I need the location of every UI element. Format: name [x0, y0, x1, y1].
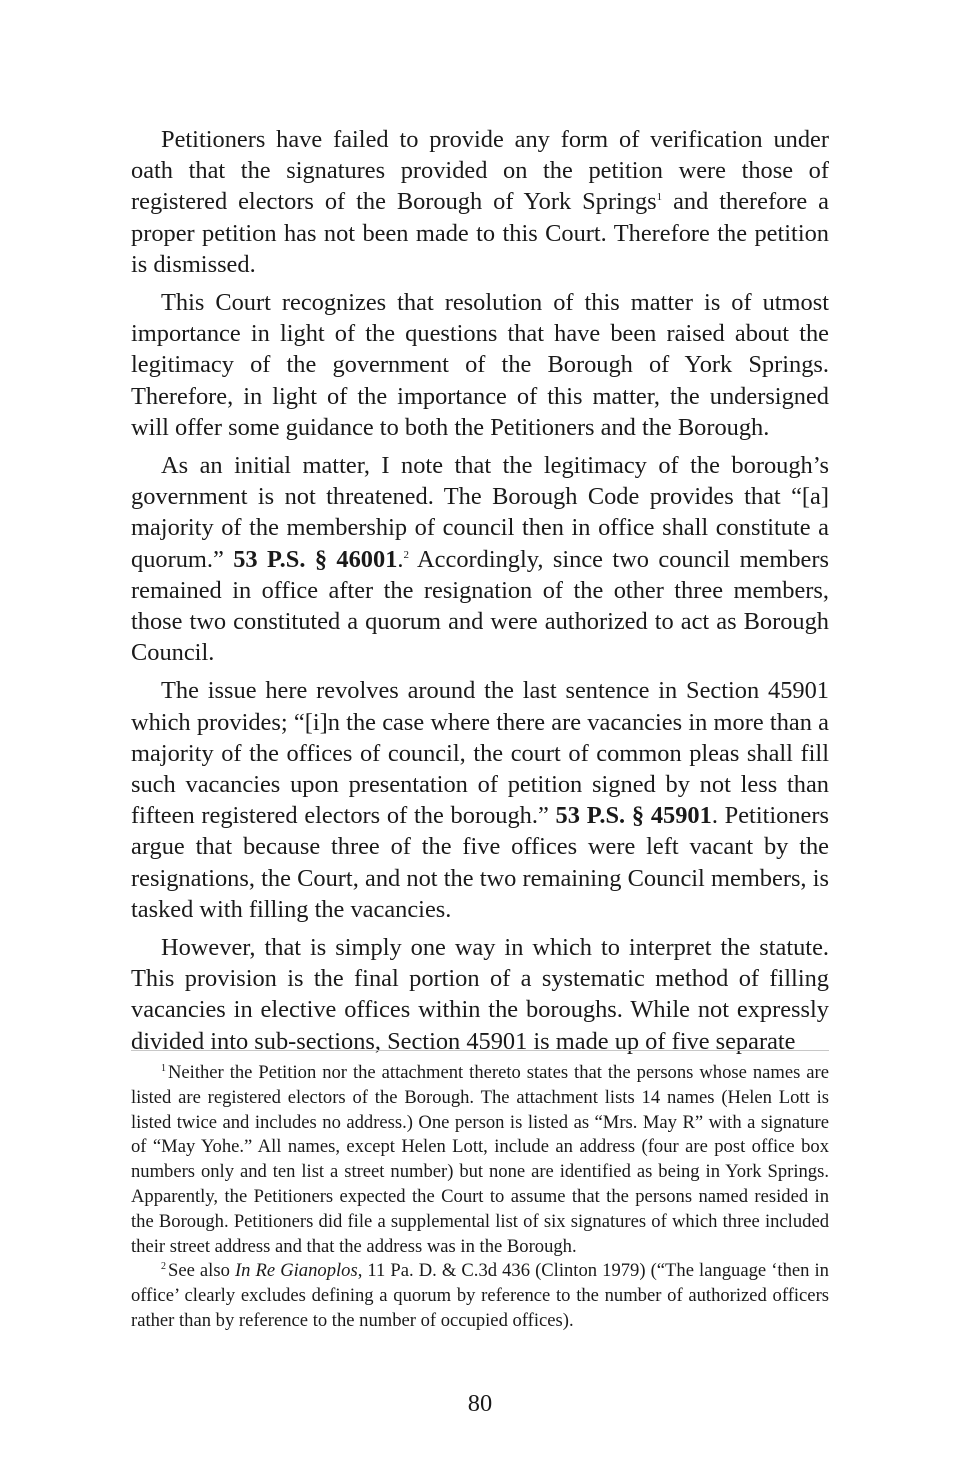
case-name: In Re Gianoplos: [234, 1260, 358, 1282]
paragraph-1-text-b: and therefore a proper petition has not been made to this Court. Therefore the petition is dismissed.: [131, 188, 829, 278]
footnote-1-mark: 1: [161, 1063, 166, 1074]
footnote-1-text: Neither the Petition nor the attachment thereto states that the persons whose names are listed are registered electors of the Borough. The attachment lists 14 names (Helen Lott is listed twice and includes no address.) One person is listed as “Mrs. May R” with a signature of “May Yohe.” All names, except Helen Lott, include an address (four are post office box numbers only and ten list a street number) but none are identified as being in York Springs. Apparently, the Petitioners expected the Court to assume that the persons named resided in the Borough. Petitioners did file a supplemental list of six signatures of which three included their street address and that the address was in the Borough.: [131, 1062, 829, 1257]
footnote-ref-2[interactable]: 2: [403, 548, 409, 561]
main-text: [131, 124, 829, 1064]
paragraph-3-period: .: [397, 545, 404, 573]
paragraph-3-text-b: Accordingly, since two council members remained in office after the resignation of the other three members, those two constituted a quorum and were authorized to act as Borough Council.: [131, 545, 829, 667]
paragraph-5: However, that is simply one way in which to interpret the statute. This provision is the final portion of a systematic method of filling vacancies in elective offices within the boroughs. While not expressly divided into sub-sections, Section 45901 is made up of five separate: [131, 934, 829, 1055]
paragraph-3: [131, 450, 829, 668]
footnotes: [131, 1061, 829, 1334]
footnote-ref-1[interactable]: 1: [656, 191, 663, 204]
footnote-1: [131, 1061, 829, 1259]
footnote-divider: [131, 1050, 829, 1051]
paragraph-1: [131, 124, 829, 280]
statute-citation-45901: 53 P.S. § 45901: [555, 802, 712, 830]
paragraph-4: [131, 675, 829, 925]
paragraph-3-text-a: As an initial matter, I note that the legitimacy of the borough’s government is not threatened. The Borough Code provides that “[a] majority of the membership of council then in office shall constitute a quorum.”: [131, 452, 829, 573]
paragraph-2: This Court recognizes that resolution of this matter is of utmost importance in light of the questions that have been raised about the legitimacy of the government of the Borough of York Springs. Therefore, in light of the importance of this matter, the undersigned will offer some guidance to both the Petitioners and the Borough.: [131, 289, 829, 441]
statute-citation-46001: 53 P.S. § 46001: [233, 545, 398, 573]
paragraph-4-text-b: . Petitioners argue that because three of the five offices were left vacant by the resignations, the Court, and not the two remaining Council members, is tasked with filling the vacancies.: [131, 802, 829, 923]
page-number: 80: [467, 1390, 493, 1417]
footnote-2: [131, 1259, 829, 1333]
footnote-2-lead: See also: [168, 1260, 235, 1282]
footnote-2-mark: 2: [161, 1261, 166, 1273]
paragraph-4-text-a: The issue here revolves around the last sentence in Section 45901 which provides; “[i]n the case where there are vacancies in more than a majority of the offices of council, the court of common pleas shall fill such vacancies upon presentation of petition signed by not less than fifteen registered electors of the borough.”: [131, 677, 829, 830]
footnote-2-text: , 11 Pa. D. & C.3d 436 (Clinton 1979) (“The language ‘then in office’ clearly excludes defining a quorum by reference to the number of authorized officers rather than by reference to the number of occupied offices).: [131, 1260, 829, 1331]
paragraph-1-text-a: Petitioners have failed to provide any form of verification under oath that the signatures provided on the petition were those of registered electors of the Borough of York Springs: [131, 126, 829, 216]
